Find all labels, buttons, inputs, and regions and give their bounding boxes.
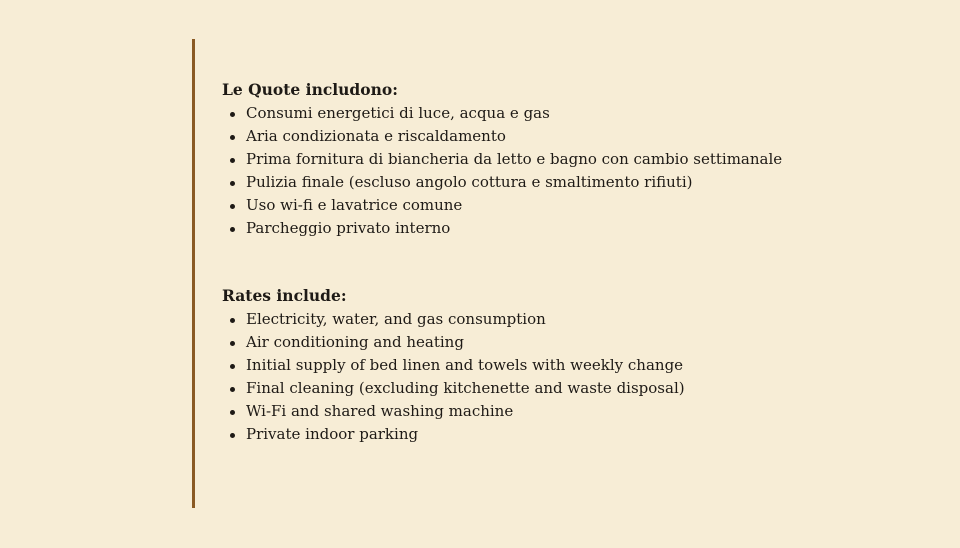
list-item (222, 217, 782, 240)
english-section-title: Rates include: (222, 286, 347, 305)
list-item (222, 331, 685, 354)
list-item-text: Air conditioning and heating (246, 333, 464, 351)
list-item (222, 125, 782, 148)
list-item (222, 400, 685, 423)
bullet-icon (230, 135, 235, 140)
list-item (222, 354, 685, 377)
bullet-icon (230, 433, 235, 438)
list-item-text: Uso wi-fi e lavatrice comune (246, 196, 463, 214)
english-inclusions-section (222, 286, 685, 446)
list-item-text: Prima fornitura di biancheria da letto e bagno con cambio settimanale (246, 150, 783, 168)
bullet-icon (230, 410, 235, 415)
list-item-text: Pulizia finale (escluso angolo cottura e smaltimento rifiuti) (246, 173, 693, 191)
list-item (222, 102, 782, 125)
list-item (222, 148, 782, 171)
bullet-icon (230, 112, 235, 117)
bullet-icon (230, 364, 235, 369)
list-item (222, 194, 782, 217)
list-item-text: Initial supply of bed linen and towels with weekly change (246, 356, 684, 374)
bullet-icon (230, 341, 235, 346)
list-item (222, 377, 685, 400)
list-item (222, 423, 685, 446)
bullet-icon (230, 158, 235, 163)
list-item-text: Final cleaning (excluding kitchenette and waste disposal) (246, 379, 685, 397)
bullet-icon (230, 387, 235, 392)
list-item-text: Wi-Fi and shared washing machine (246, 402, 514, 420)
italian-inclusions-section (222, 80, 782, 240)
vertical-accent-bar (192, 39, 195, 508)
list-item-text: Parcheggio privato interno (246, 219, 451, 237)
bullet-icon (230, 181, 235, 186)
bullet-icon (230, 227, 235, 232)
list-item-text: Private indoor parking (246, 425, 419, 443)
italian-section-title: Le Quote includono: (222, 80, 398, 99)
list-item (222, 308, 685, 331)
list-item-text: Electricity, water, and gas consumption (246, 310, 546, 328)
italian-inclusions-list (222, 102, 782, 240)
list-item-text: Aria condizionata e riscaldamento (246, 127, 506, 145)
bullet-icon (230, 204, 235, 209)
bullet-icon (230, 318, 235, 323)
english-inclusions-list (222, 308, 685, 446)
list-item-text: Consumi energetici di luce, acqua e gas (246, 104, 550, 122)
list-item (222, 171, 782, 194)
